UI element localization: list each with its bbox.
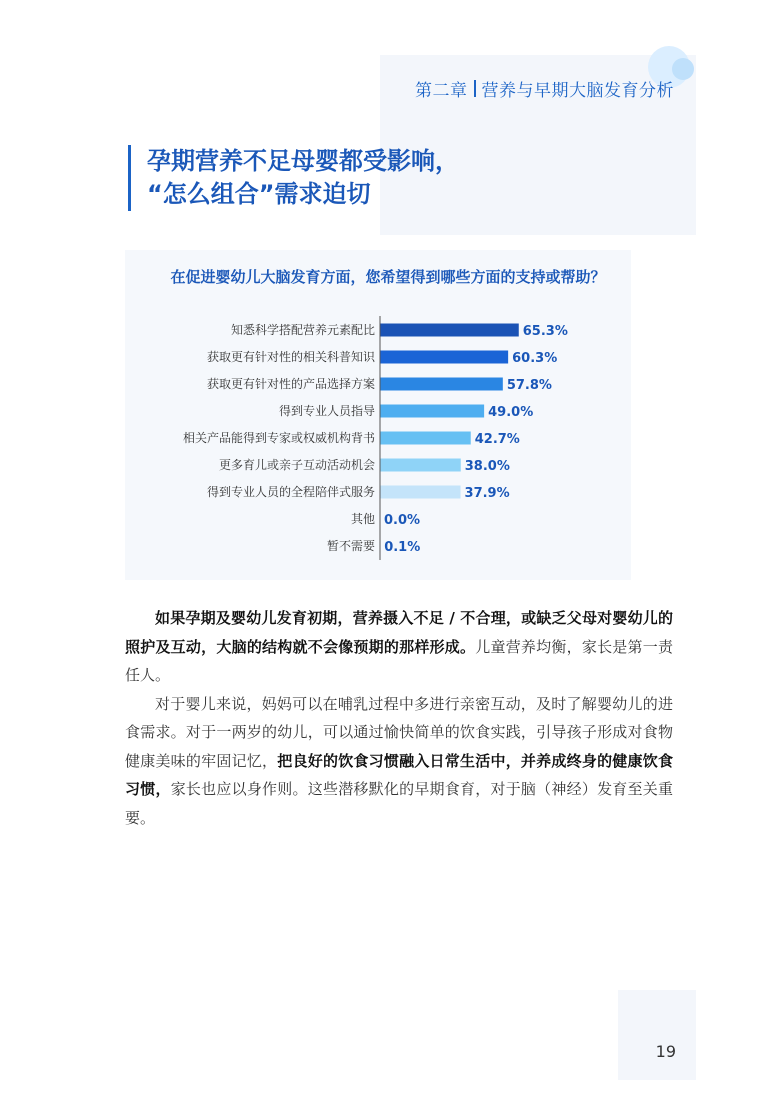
category-label: 更多育儿或亲子互动活动机会: [218, 458, 375, 472]
paragraph-2-start: 对于婴儿来说，妈妈可以在哺乳过程中多进行亲密互动，及时了解婴幼儿的进食需求。对于一两岁的幼儿，可以通过愉快简单的饮食实践，引导孩子形成对食物健康美味的牢固记忆，: [125, 694, 673, 770]
category-label: 相关产品能得到专家或权威机构背书: [182, 431, 375, 445]
paragraph-2: [125, 690, 673, 833]
chapter-header: [415, 76, 674, 101]
category-label: 得到专业人员指导: [278, 404, 375, 418]
value-label: 38.0%: [464, 459, 510, 474]
category-label: 暂不需要: [326, 539, 375, 553]
bar: [380, 486, 461, 499]
value-label: 57.8%: [506, 378, 552, 393]
paragraph-1-bold: 如果孕期及婴幼儿发育初期，营养摄入不足 / 不合理，或缺乏父母对婴幼儿的照护及互动，大脑的结构就不会像预期的那样形成。: [125, 609, 673, 656]
headline-line-2: “怎么组合”需求迫切: [147, 180, 371, 208]
background-square-bottom: [618, 990, 696, 1080]
value-label: 0.0%: [384, 513, 421, 528]
decorative-circle-small: [672, 58, 694, 80]
bar: [380, 324, 519, 337]
category-label: 获取更有针对性的产品选择方案: [206, 377, 375, 391]
value-label: 49.0%: [488, 405, 534, 420]
category-label: 其他: [350, 512, 375, 526]
chapter-title: 营养与早期大脑发育分析: [481, 81, 674, 101]
bar: [380, 351, 508, 364]
paragraph-2-bold: 把良好的饮食习惯融入日常生活中，并养成终身的健康饮食习惯，: [125, 751, 673, 798]
chart-title: 在促进婴幼儿大脑发育方面，您希望得到哪些方面的支持或帮助？: [170, 268, 606, 286]
bar: [380, 378, 503, 391]
value-label: 60.3%: [512, 351, 558, 366]
horizontal-bar-chart: [0, 300, 776, 570]
value-label: 0.1%: [384, 540, 421, 555]
paragraph-1-rest: 儿童营养均衡，家长是第一责任人。: [125, 637, 673, 684]
headline: [128, 145, 667, 211]
bar: [380, 405, 484, 418]
headline-line-1: 孕期营养不足母婴都受影响，: [147, 147, 459, 175]
body-text: [125, 604, 673, 832]
bar: [380, 432, 471, 445]
chapter-separator: [474, 80, 476, 97]
paragraph-1: [125, 604, 673, 690]
bar: [380, 459, 461, 472]
category-label: 得到专业人员的全程陪伴式服务: [206, 485, 375, 499]
value-label: 65.3%: [522, 324, 568, 339]
value-label: 37.9%: [464, 486, 510, 501]
chapter-number: 第二章: [415, 81, 468, 101]
paragraph-2-end: 家长也应以身作则。这些潜移默化的早期食育，对于脑（神经）发育至关重要。: [125, 780, 673, 827]
value-label: 42.7%: [474, 432, 520, 447]
category-label: 获取更有针对性的相关科普知识: [206, 350, 375, 364]
category-label: 知悉科学搭配营养元素配比: [230, 323, 375, 337]
page-number: 19: [655, 1042, 676, 1061]
